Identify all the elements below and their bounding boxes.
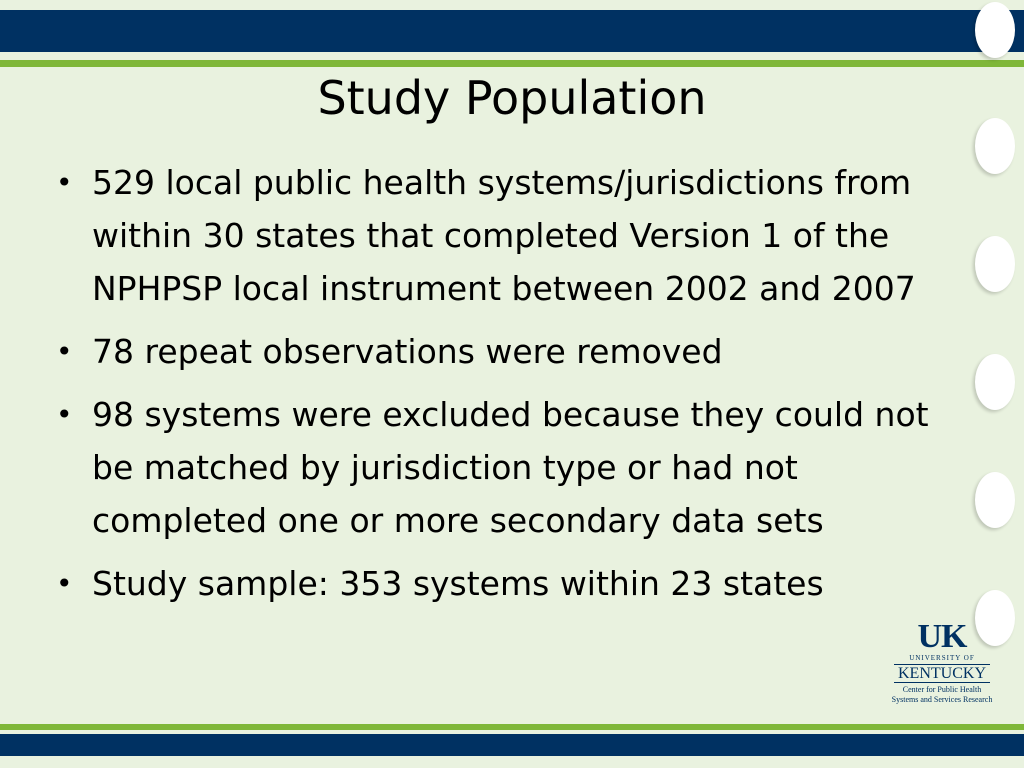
uk-logo [888,620,996,708]
bullet-text: Study sample: 353 systems within 23 states [92,564,824,603]
bullet-dot-icon: • [56,567,73,600]
logo-kentucky: KENTUCKY [894,664,990,683]
footer-navy-band [0,734,1024,756]
bullet-dot-icon: • [56,166,73,199]
logo-center-line-1: Center for Public Health [902,685,982,694]
bullet-text: 78 repeat observations were removed [92,332,723,371]
bullet-list [52,156,932,620]
logo-university-of: UNIVERSITY OF [909,654,975,662]
bullet-text: 529 local public health systems/jurisdictions from within 30 states that completed Version 1 of the NPHPSP local instrument between 2002 and 2007 [92,163,916,308]
slide-title: Study Population [317,71,707,125]
bullet-dot-icon: • [56,335,73,368]
bullet-item [52,325,932,378]
logo-center-line-2: Systems and Services Research [891,695,993,704]
footer-green-stripe [0,724,1024,730]
bullet-text: 98 systems were excluded because they could not be matched by jurisdiction type or had not completed one or more secondary data sets [92,395,929,540]
bullet-item [52,557,932,610]
logo-uk-mark: UK [917,618,967,655]
binder-ring-4 [975,354,1015,410]
binder-ring-1 [975,2,1015,58]
header-navy-band [0,10,1024,52]
bullet-item [52,156,932,315]
binder-ring-5 [975,472,1015,528]
bullet-dot-icon: • [56,398,73,431]
binder-ring-3 [975,236,1015,292]
bullet-item [52,388,932,547]
